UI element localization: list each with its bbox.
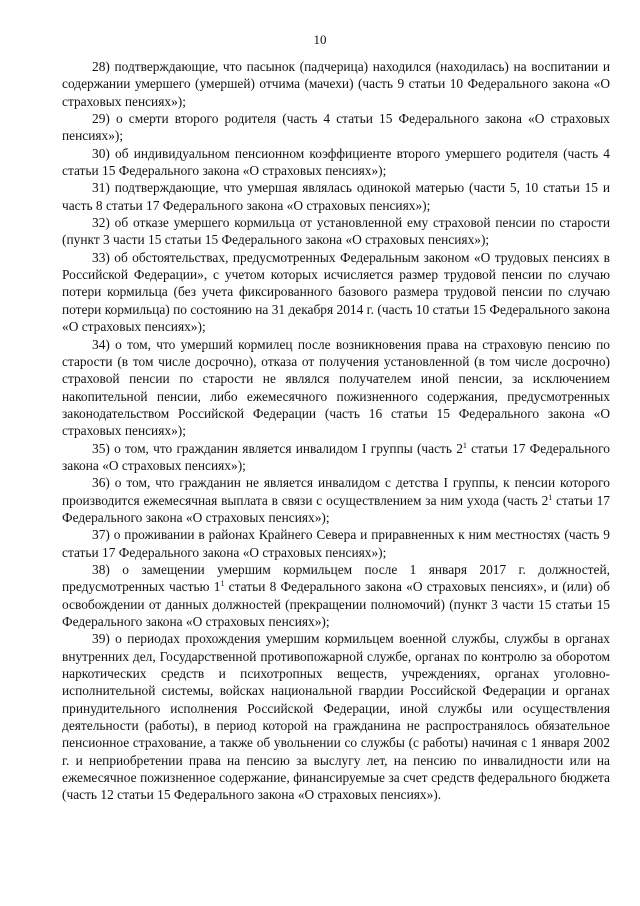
paragraph-item-35 [62,440,610,475]
paragraph-item-39: 39) о периодах прохождения умершим кормильцем военной службы, службы в органах внутренних дел, Государственной противопожарной службе, органах по контролю за оборотом наркотических средств и психотропных веществ, учреждениях, органах уголовно-исполнительной системы, войсках национальной гвардии Российской Федерации и органах принудительного исполнения Российской Федерации, иной службы или осуществления деятельности (работы), в период которой на гражданина не распространялось обязательное пенсионное страхование, а также об увольнении со службы (с работы) начиная с 1 января 2002 г. и неприобретении права на пенсию за выслугу лет, на пенсию по инвалидности или на ежемесячное пожизненное содержание, финансируемые за счет средств федерального бюджета (часть 12 статьи 15 Федерального закона «О страховых пенсиях»). [62,631,610,803]
paragraph-text: статьи 17 Федерального закона «О страховых пенсиях»); [62,440,610,473]
paragraph-item-33: 33) об обстоятельствах, предусмотренных Федеральным законом «О трудовых пенсиях в Российской Федерации», с учетом которых исчисляется размер трудовой пенсии по случаю потери кормильца (без учета фиксированного базового размера трудовой пенсии по случаю потери кормильца) по состоянию на 31 декабря 2014 г. (часть 10 статьи 15 Федерального закона «О страховых пенсиях»); [62,249,610,335]
paragraph-item-36 [62,474,610,526]
superscript-index: 1 [462,440,467,450]
paragraph-text: статьи 17 Федерального закона «О страховых пенсиях»); [62,492,610,525]
paragraph-item-34: 34) о том, что умерший кормилец после возникновения права на страховую пенсию по старости (в том числе досрочно), отказа от получения установленной (в том числе досрочно) страховой пенсии по старости не являлся получателем иной пенсии, за исключением накопительной пенсии, либо ежемесячного пожизненного содержания, предусмотренных законодательством Российской Федерации (часть 16 статьи 15 Федерального закона «О страховых пенсиях»); [62,336,610,439]
superscript-index: 1 [220,579,225,589]
page-number: 10 [313,32,327,47]
paragraph-text: 36) о том, что гражданин не является инвалидом с детства I группы, к пенсии которого производится ежемесячная выплата в связи с осуществлением за ним ухода (часть 2 [62,475,610,508]
paragraph-text: 38) о замещении умершим кормильцем после 1 января 2017 г. должностей, предусмотренных частью 1 [62,561,610,595]
paragraph-item-30: 30) об индивидуальном пенсионном коэффициенте второго умершего родителя (часть 4 статьи 15 Федерального закона «О страховых пенсиях»); [62,145,610,179]
paragraph-item-28: 28) подтверждающие, что пасынок (падчерица) находился (находилась) на воспитании и содержании умершего (умершей) отчима (мачехи) (часть 9 статьи 10 Федерального закона «О страховых пенсиях»); [62,59,610,109]
paragraph-text: 35) о том, что гражданин является инвалидом I группы (часть 2 [92,440,463,456]
superscript-index: 1 [548,492,553,502]
paragraph-item-29: 29) о смерти второго родителя (часть 4 статьи 15 Федерального закона «О страховых пенсиях»); [62,111,610,144]
paragraph-item-32: 32) об отказе умершего кормильца от установленной ему страховой пенсии по старости (пункт 3 части 15 статьи 15 Федерального закона «О страховых пенсиях»); [62,215,610,248]
paragraph-item-38 [62,561,610,630]
paragraph-text: статьи 8 Федерального закона «О страховых пенсиях», и (или) об освобождении от данных должностей (прекращении полномочий) (пункт 3 части 15 статьи 15 Федерального закона «О страховых пенсиях»); [62,579,610,629]
paragraph-item-31: 31) подтверждающие, что умершая являлась одинокой матерью (части 5, 10 статьи 15 и часть 8 статьи 17 Федерального закона «О страховых пенсиях»); [62,180,610,213]
document-body [62,58,610,804]
paragraph-item-37: 37) о проживании в районах Крайнего Севера и приравненных к ним местностях (часть 9 статьи 17 Федерального закона «О страховых пенсиях»); [62,527,610,560]
